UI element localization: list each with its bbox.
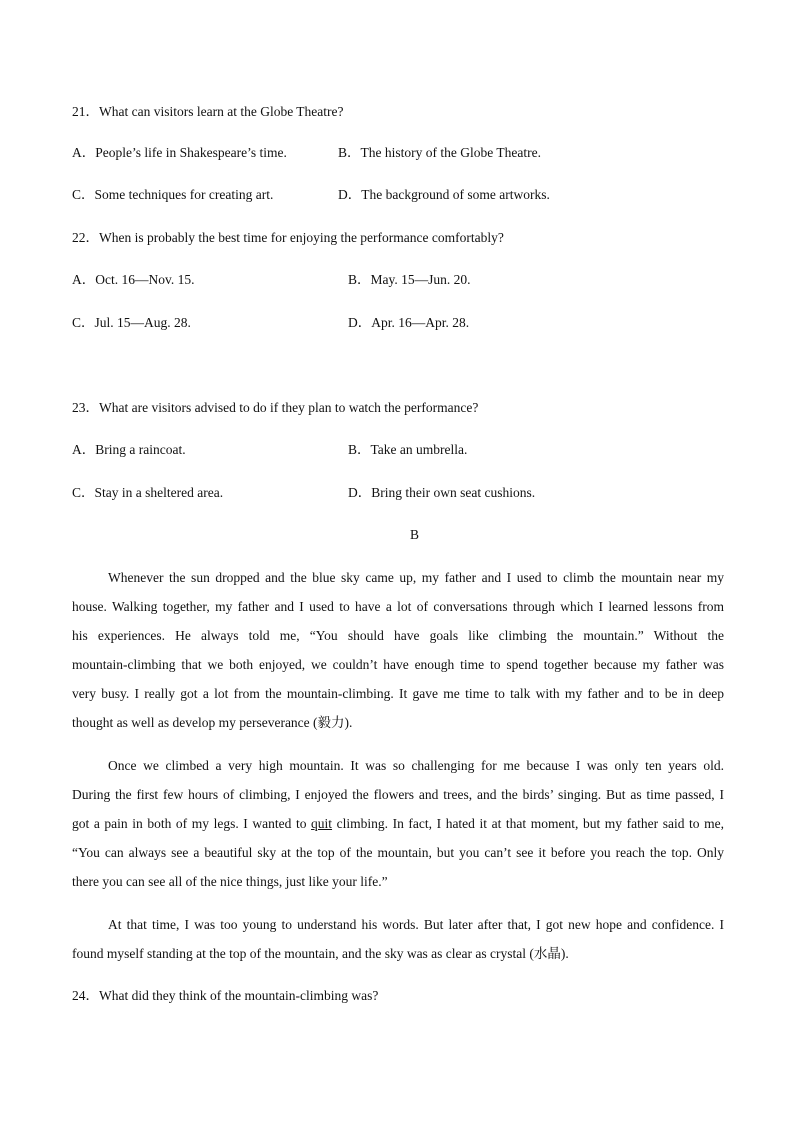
passage-line: “You can always see a beautiful sky at the top of the mountain, but you can’t see it before you reach the top. Only: [72, 845, 724, 860]
section-label: B: [410, 527, 420, 542]
passage-line: Whenever the sun dropped and the blue sky came up, my father and I used to climb the mountain near my: [108, 570, 724, 585]
q22-option-c: C．Jul. 15—Aug. 28.: [72, 315, 191, 330]
q21-option-b: B．The history of the Globe Theatre.: [338, 145, 541, 160]
q21-option-c: C．Some techniques for creating art.: [72, 187, 274, 202]
q23-option-d: D．Bring their own seat cushions.: [348, 485, 536, 500]
q22-option-a: A．Oct. 16—Nov. 15.: [72, 272, 195, 287]
q22-option-d: D．Apr. 16—Apr. 28.: [348, 315, 470, 330]
q23-option-b: B．Take an umbrella.: [348, 442, 468, 457]
q21-option-d: D．The background of some artworks.: [338, 187, 550, 202]
q23-option-a: A．Bring a raincoat.: [72, 442, 186, 457]
passage-line: Once we climbed a very high mountain. It was so challenging for me because I was only ten years old.: [108, 758, 724, 773]
q23-option-c: C．Stay in a sheltered area.: [72, 485, 224, 500]
passage-line: his experiences. He always told me, “You should have goals like climbing the mountain.” Without the: [72, 628, 724, 643]
passage-line: At that time, I was too young to understand his words. But later after that, I got new hope and confidence. I: [108, 917, 724, 932]
underlined-word: quit: [311, 816, 333, 831]
question-23-stem: 23．What are visitors advised to do if they plan to watch the performance?: [72, 400, 479, 415]
q21-option-a: A．People’s life in Shakespeare’s time.: [72, 145, 287, 160]
passage-line: there you can see all of the nice things, just like your life.”: [72, 874, 388, 889]
text: climbing. In fact, I hated it at that moment, but my father said to me,: [332, 816, 724, 831]
text: got a pain in both of my legs. I wanted to: [72, 816, 312, 831]
question-22-stem: 22．When is probably the best time for enjoying the performance comfortably?: [72, 230, 504, 245]
passage-paragraph-1: [72, 570, 724, 744]
passage-paragraph-3: [72, 917, 724, 975]
question-24-stem: 24．What did they think of the mountain-climbing was?: [72, 988, 379, 1003]
passage-line: During the first few hours of climbing, I enjoyed the flowers and trees, and the birds’ singing. But as time passed, I: [72, 787, 724, 802]
passage-line: [72, 816, 724, 845]
passage-paragraph-2: [72, 758, 724, 903]
q22-option-b: B．May. 15—Jun. 20.: [348, 272, 471, 287]
passage-line: mountain-climbing that we both enjoyed, we couldn’t have enough time to spend together because my father was: [72, 657, 724, 672]
question-21-stem: 21．What can visitors learn at the Globe Theatre?: [72, 104, 344, 119]
passage-line: thought as well as develop my perseverance (毅力).: [72, 715, 353, 730]
passage-line: house. Walking together, my father and I used to have a lot of conversations through which I learned lessons from: [72, 599, 724, 614]
passage-line: very busy. I really got a lot from the mountain-climbing. It gave me time to talk with my father and to be in deep: [72, 686, 724, 701]
passage-line: found myself standing at the top of the mountain, and the sky was as clear as crystal (水晶).: [72, 946, 569, 961]
